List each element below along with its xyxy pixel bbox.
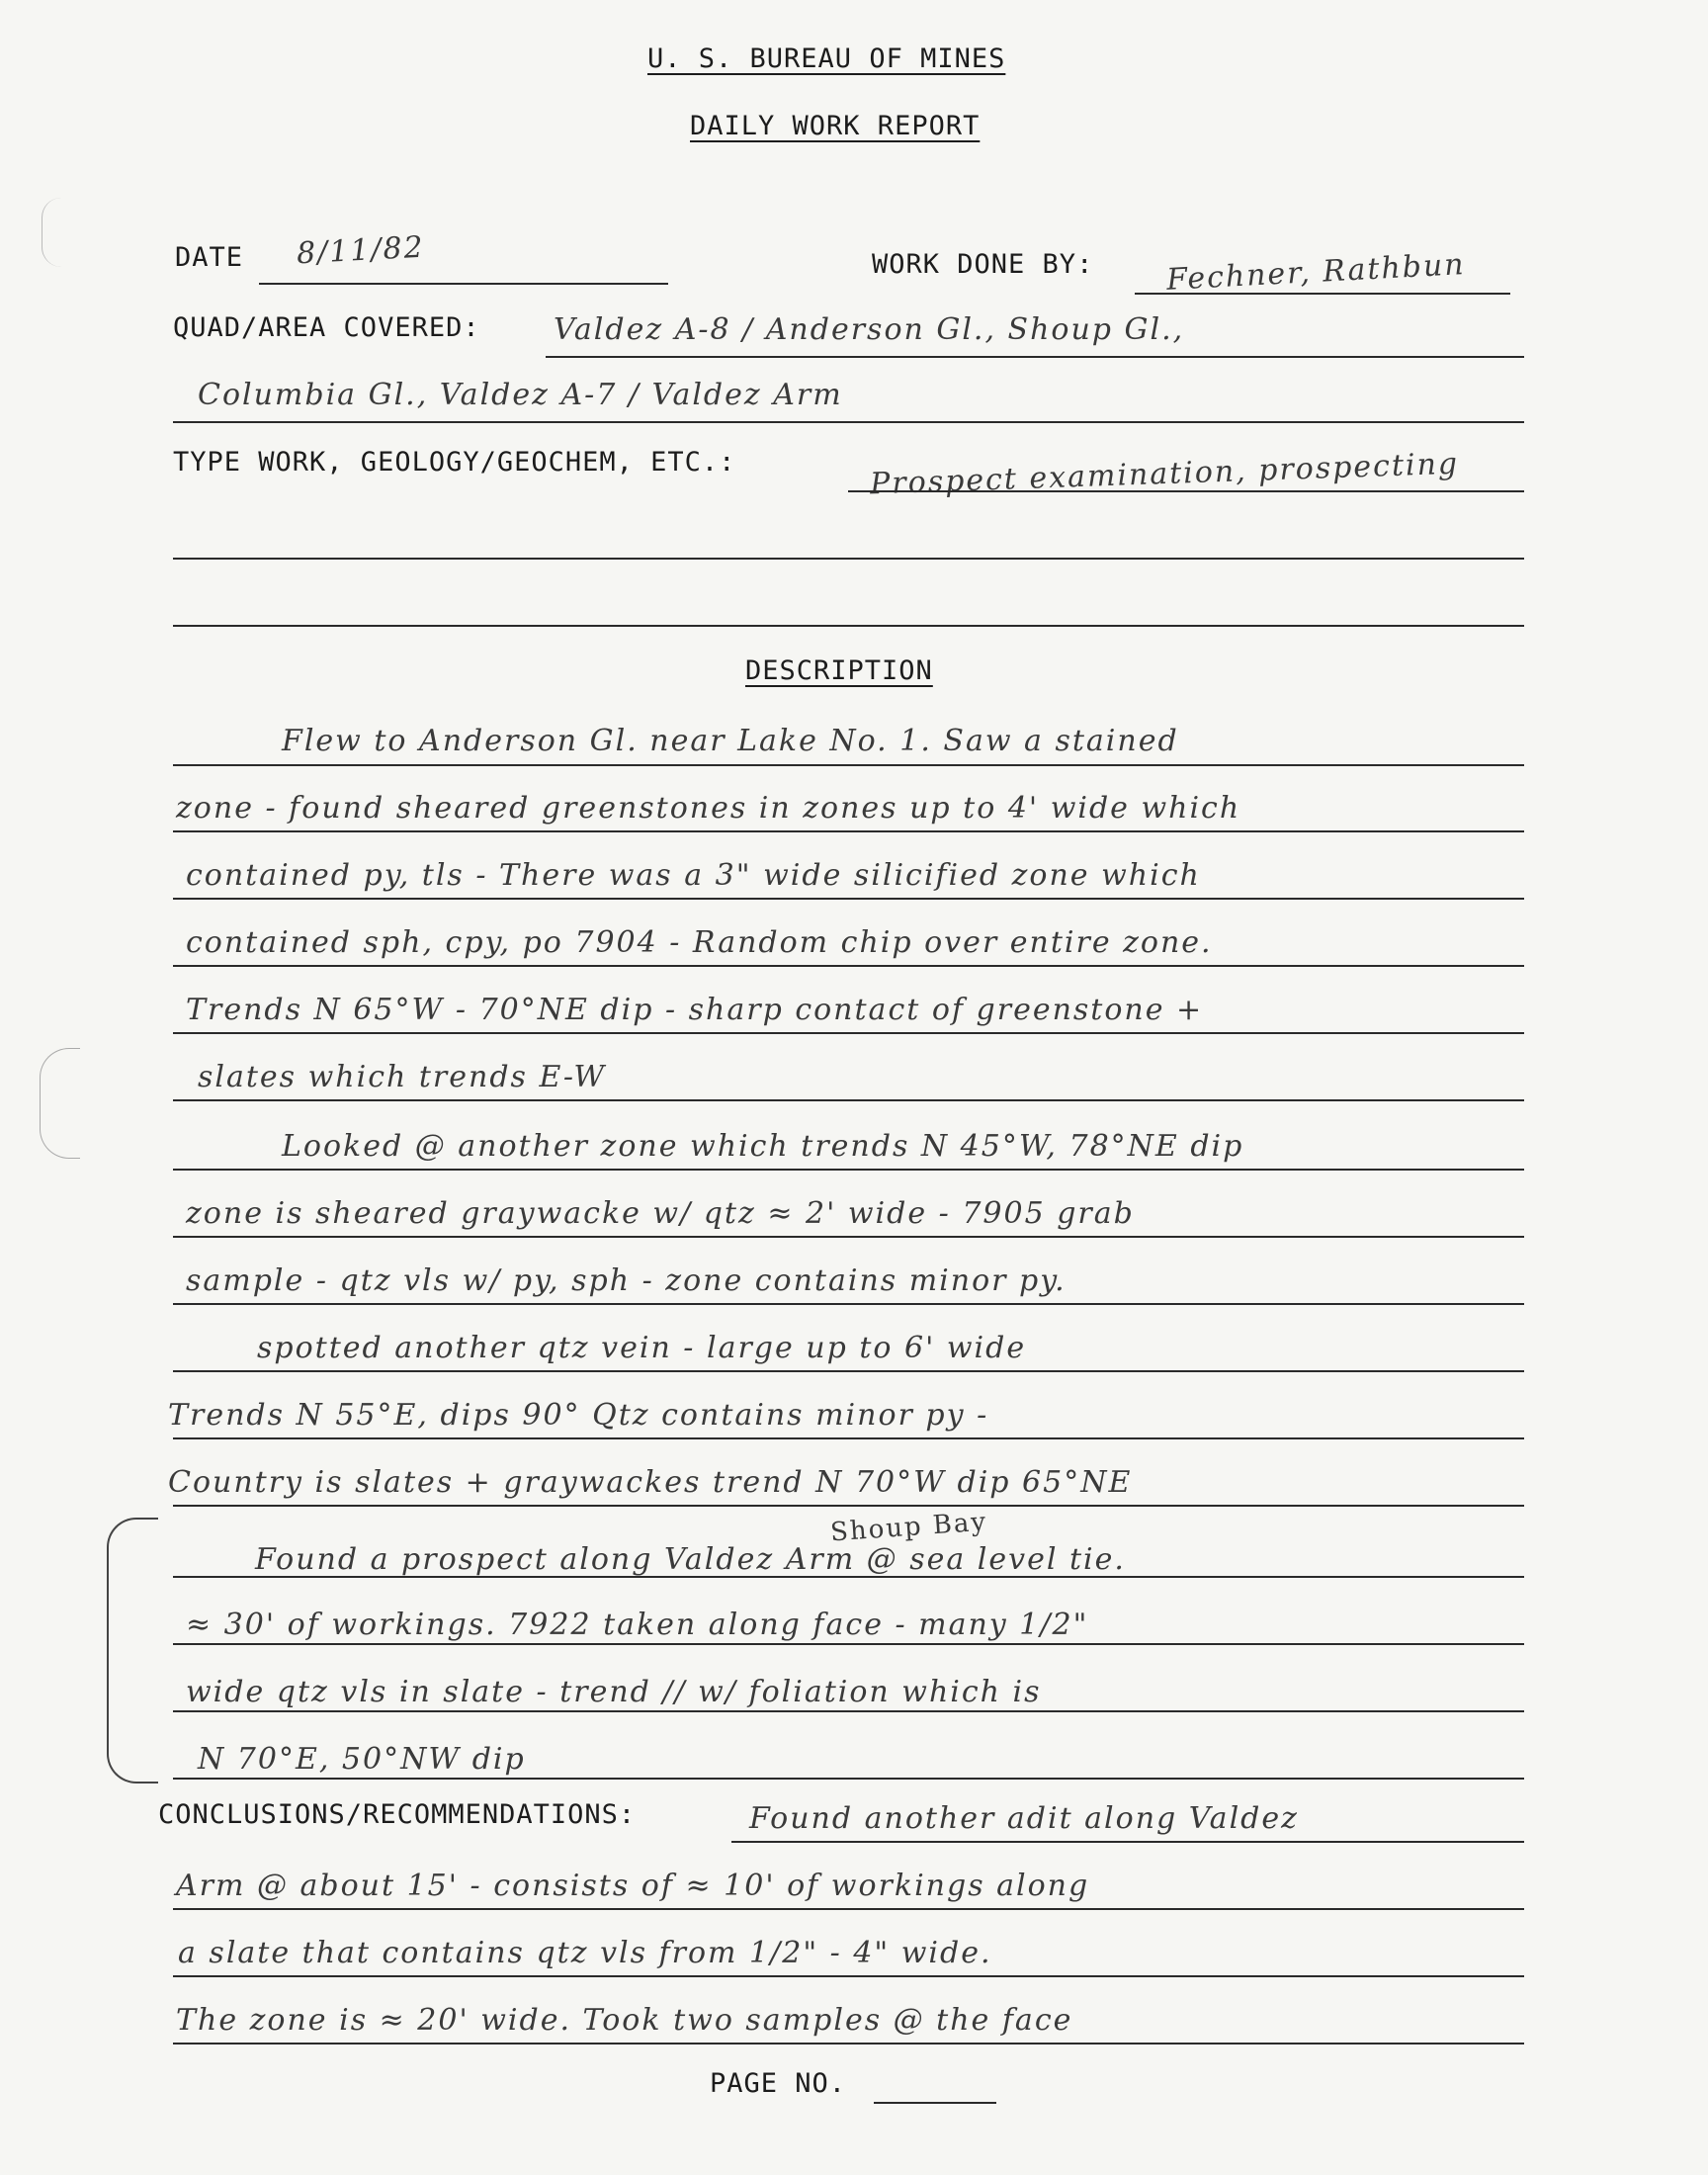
description-heading: DESCRIPTION: [745, 655, 933, 686]
description-line-12: Country is slates + graywackes trend N 70°W dip 65°NE: [168, 1465, 1133, 1500]
type-work-label: TYPE WORK, GEOLOGY/GEOCHEM, ETC.:: [173, 447, 736, 478]
description-line-3: contained py, tls - There was a 3" wide silicified zone which: [186, 858, 1201, 893]
type-work-value: Prospect examination, prospecting: [869, 446, 1460, 502]
description-rule-16: [173, 1778, 1524, 1780]
description-rule-9: [173, 1303, 1524, 1305]
report-title: DAILY WORK REPORT: [690, 111, 981, 141]
description-rule-8: [173, 1236, 1524, 1238]
type-work-line1: [848, 490, 1524, 492]
date-value: 8/11/82: [296, 229, 426, 272]
description-line-15: wide qtz vls in slate - trend // w/ foliation which is: [186, 1675, 1042, 1709]
page-no-line: [874, 2102, 996, 2104]
conclusions-rule-4: [173, 2043, 1524, 2044]
description-line-6: slates which trends E-W: [198, 1060, 607, 1094]
description-line-11: Trends N 55°E, dips 90° Qtz contains minor py -: [168, 1398, 989, 1433]
quad-value-line2: Columbia Gl., Valdez A-7 / Valdez Arm: [198, 378, 843, 412]
quad-label: QUAD/AREA COVERED:: [173, 312, 480, 343]
quad-value-line1: Valdez A-8 / Anderson Gl., Shoup Gl.,: [554, 312, 1185, 347]
description-rule-6: [173, 1099, 1524, 1101]
description-rule-7: [173, 1169, 1524, 1171]
description-rule-4: [173, 965, 1524, 967]
work-done-by-value: Fechner, Rathbun: [1165, 247, 1467, 298]
margin-mark: [40, 1048, 80, 1159]
type-work-line2: [173, 558, 1524, 560]
margin-bracket: [107, 1518, 158, 1784]
description-rule-5: [173, 1032, 1524, 1034]
date-label: DATE: [175, 242, 244, 273]
description-line-14: ≈ 30' of workings. 7922 taken along face - many 1/2": [186, 1608, 1089, 1642]
conclusions-line-4: The zone is ≈ 20' wide. Took two samples @ the face: [176, 2003, 1073, 2038]
conclusions-rule-1: [731, 1841, 1524, 1843]
description-rule-12: [173, 1505, 1524, 1507]
description-rule-11: [173, 1437, 1524, 1439]
quad-line1: [546, 356, 1524, 358]
work-done-by-label: WORK DONE BY:: [872, 249, 1094, 280]
margin-mark-small: [42, 198, 62, 267]
description-rule-1: [173, 764, 1524, 766]
description-line-13: Found a prospect along Valdez Arm @ sea level tie.: [255, 1542, 1126, 1577]
description-rule-15: [173, 1710, 1524, 1712]
date-line: [259, 283, 668, 285]
quad-line2: [173, 421, 1524, 423]
work-done-by-line: [1135, 293, 1510, 295]
description-line-4: contained sph, cpy, po 7904 - Random chip over entire zone.: [186, 925, 1213, 960]
conclusions-rule-2: [173, 1908, 1524, 1910]
description-line-5: Trends N 65°W - 70°NE dip - sharp contact of greenstone +: [186, 993, 1204, 1027]
conclusions-label: CONCLUSIONS/RECOMMENDATIONS:: [158, 1799, 637, 1830]
description-line-10: spotted another qtz vein - large up to 6' wide: [257, 1331, 1027, 1365]
conclusions-line-3: a slate that contains qtz vls from 1/2" - 4" wide.: [178, 1936, 992, 1970]
description-line-7: Looked @ another zone which trends N 45°W, 78°NE dip: [282, 1129, 1244, 1164]
description-rule-10: [173, 1370, 1524, 1372]
description-line-1: Flew to Anderson Gl. near Lake No. 1. Saw a stained: [282, 724, 1179, 758]
insertion-note: Shoup Bay: [829, 1507, 989, 1548]
description-rule-13: [173, 1576, 1524, 1578]
page-no-label: PAGE NO.: [710, 2068, 847, 2099]
description-line-9: sample - qtz vls w/ py, sph - zone contains minor py.: [186, 1263, 1067, 1298]
description-line-2: zone - found sheared greenstones in zones up to 4' wide which: [176, 791, 1241, 826]
description-rule-14: [173, 1643, 1524, 1645]
description-rule-2: [173, 830, 1524, 832]
description-rule-3: [173, 898, 1524, 900]
type-work-line3: [173, 625, 1524, 627]
agency-heading: U. S. BUREAU OF MINES: [647, 44, 1006, 74]
conclusions-rule-3: [173, 1975, 1524, 1977]
description-line-16: N 70°E, 50°NW dip: [198, 1742, 526, 1777]
conclusions-line-2: Arm @ about 15' - consists of ≈ 10' of workings along: [176, 1869, 1090, 1903]
description-line-8: zone is sheared graywacke w/ qtz ≈ 2' wide - 7905 grab: [186, 1196, 1135, 1231]
conclusions-line-1: Found another adit along Valdez: [749, 1801, 1299, 1836]
